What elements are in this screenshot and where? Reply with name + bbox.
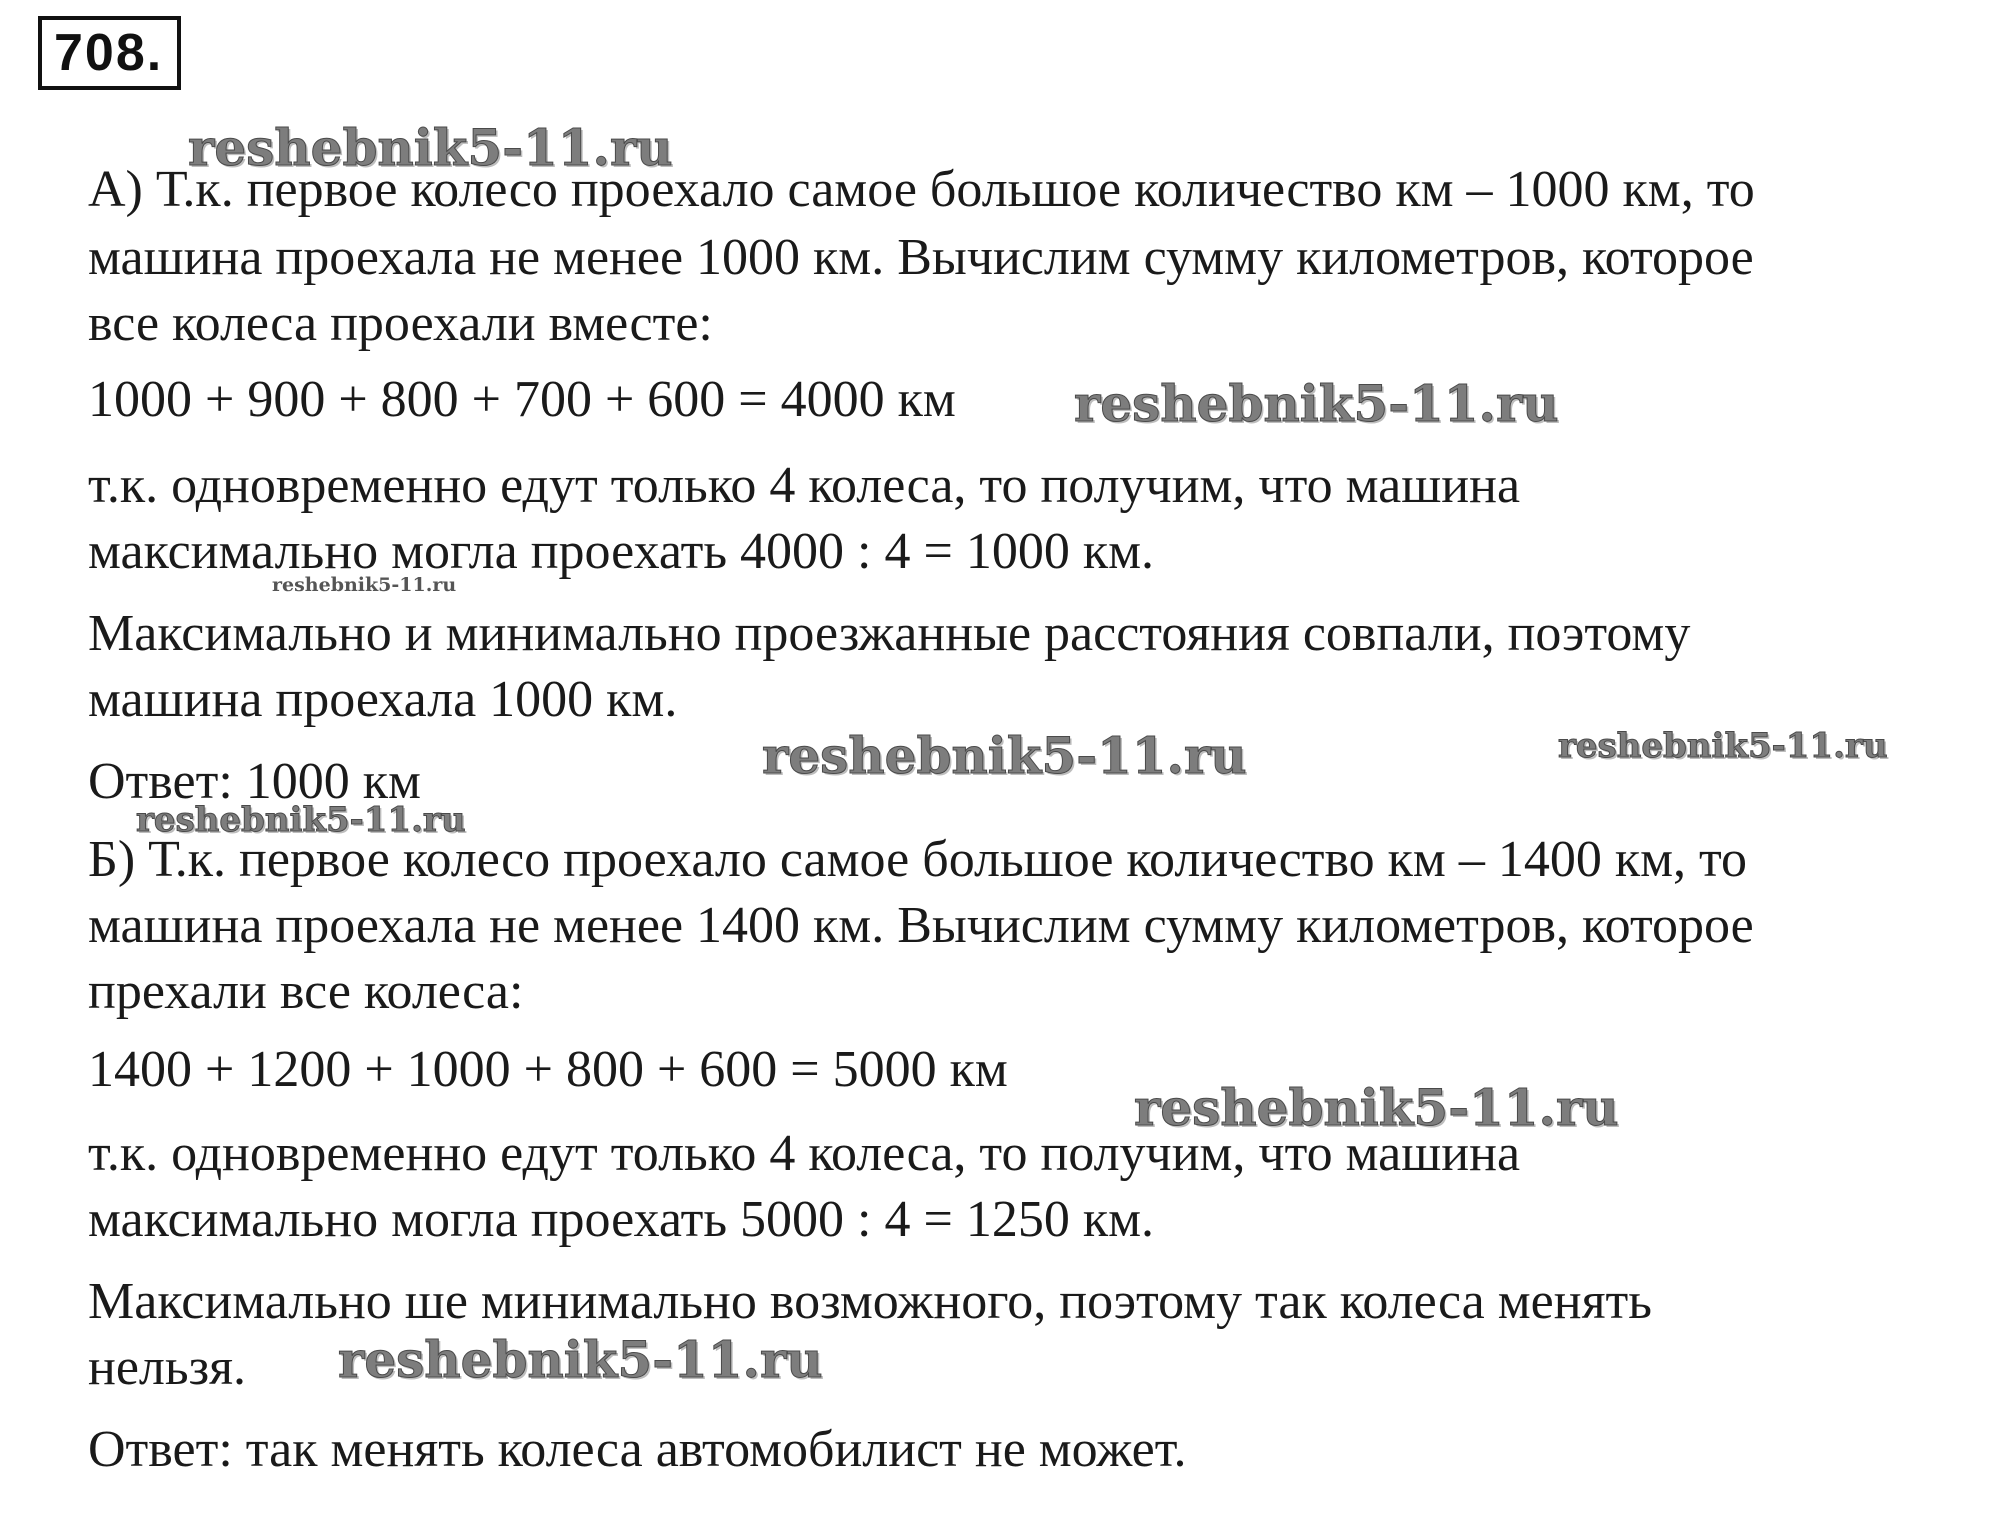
part-b-line-3: прехали все колеса: (88, 963, 524, 1020)
part-a-line-3: все колеса проехали вместе: (88, 295, 713, 352)
watermark: reshebnik5-11.ru (338, 1330, 823, 1389)
part-a-line-1: А) Т.к. первое колесо проехало самое большое количество км – 1000 км, то (88, 161, 1755, 218)
watermark: reshebnik5-11.ru (1558, 726, 1888, 766)
watermark: reshebnik5-11.ru (188, 118, 673, 177)
part-b-line-1: Б) Т.к. первое колесо проехало самое большое количество км – 1400 км, то (88, 831, 1748, 888)
part-b-line-4: т.к. одновременно едут только 4 колеса, то получим, что машина (88, 1125, 1521, 1182)
watermark: reshebnik5-11.ru (272, 574, 457, 596)
part-a-line-7: машина проехала 1000 км. (88, 671, 678, 728)
part-a-equation: 1000 + 900 + 800 + 700 + 600 = 4000 км (88, 371, 956, 428)
part-a-line-6: Максимально и минимально проезжанные расстояния совпали, поэтому (88, 605, 1691, 662)
part-b-line-5: максимально могла проехать 5000 : 4 = 1250 км. (88, 1191, 1154, 1248)
watermark: reshebnik5-11.ru (1074, 374, 1559, 433)
part-a-line-4: т.к. одновременно едут только 4 колеса, то получим, что машина (88, 457, 1521, 514)
part-a-answer: Ответ: 1000 км (88, 753, 421, 810)
part-a-line-2: машина проехала не менее 1000 км. Вычислим сумму километров, которое (88, 229, 1754, 286)
part-b-line-2: машина проехала не менее 1400 км. Вычислим сумму километров, которое (88, 897, 1754, 954)
problem-number-box: 708. (38, 16, 181, 90)
part-b-equation: 1400 + 1200 + 1000 + 800 + 600 = 5000 км (88, 1041, 1008, 1098)
part-a-line-5: максимально могла проехать 4000 : 4 = 1000 км. (88, 523, 1154, 580)
part-b-answer: Ответ: так менять колеса автомобилист не может. (88, 1421, 1187, 1478)
part-b-line-7: нельзя. (88, 1339, 247, 1396)
part-b-line-6: Максимально ше минимально возможного, поэтому так колеса менять (88, 1273, 1652, 1330)
watermark: reshebnik5-11.ru (1134, 1078, 1619, 1137)
watermark: reshebnik5-11.ru (762, 726, 1247, 785)
watermark: reshebnik5-11.ru (136, 800, 466, 840)
